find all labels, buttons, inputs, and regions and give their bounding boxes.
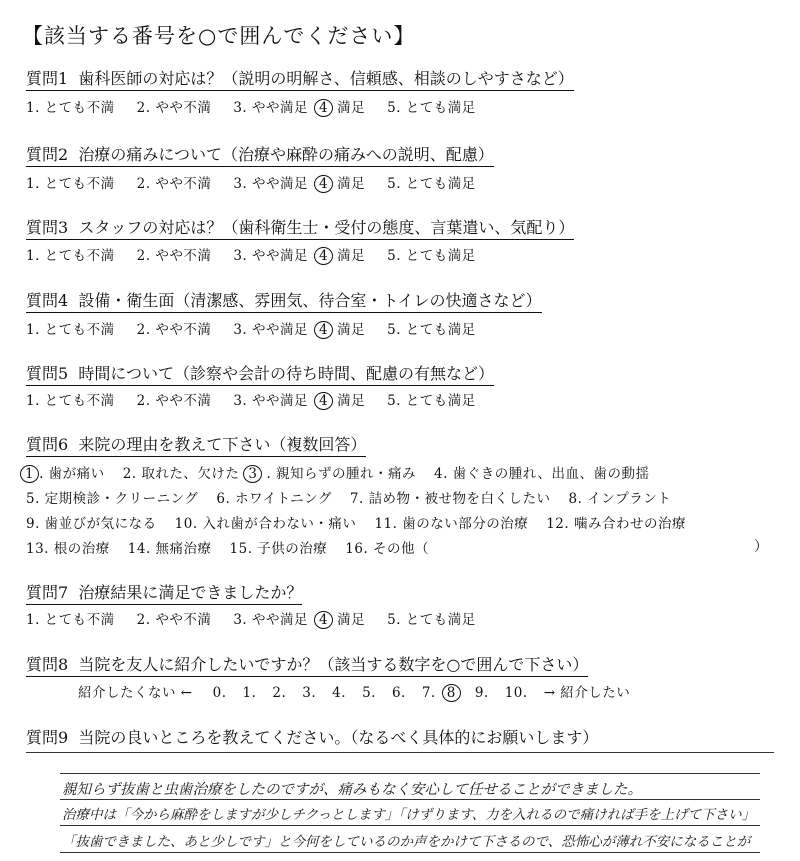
selected-option: 4 (314, 99, 333, 117)
question-text: 来院の理由を教えて下さい（複数回答） (78, 435, 367, 454)
question-label: 質問7 (26, 583, 69, 602)
question-label: 質問3 (26, 218, 69, 237)
handwritten-answer-line: 「抜歯できました、あと少しです」と今何をしているのか声をかけて下さるので、恐怖心が薄れ不安になることが (62, 834, 751, 850)
question-9 (26, 725, 598, 748)
question-label: 質問2 (26, 145, 69, 164)
page-title: 【該当する番号を○で囲んでください】 (22, 24, 416, 48)
question-8 (26, 652, 588, 677)
question-text: 歯科医師の対応は？（説明の明解さ、信頼感、相談のしやすさなど） (78, 69, 574, 88)
selected-option: 3 (243, 465, 262, 483)
handwritten-answer-line: 親知らず抜歯と虫歯治療をしたのですが、痛みもなく安心して任せることができました。 (62, 782, 642, 798)
selected-option: 4 (314, 247, 333, 265)
question-6-row-4[interactable]: 13. 根の治療 14. 無痛治療 15. 子供の治療 16. その他（ (26, 541, 430, 557)
answer-rule (60, 799, 760, 800)
selected-option: 4 (314, 321, 333, 339)
question-7 (26, 580, 302, 605)
answer-rule (60, 773, 760, 774)
question-5-options[interactable]: 1. とても不満 2. やや不満 3. やや満足 4 満足 5. とても満足 (26, 393, 476, 409)
question-text: 時間について（診察や会計の待ち時間、配慮の有無など） (78, 364, 495, 383)
question-3-options[interactable]: 1. とても不満 2. やや不満 3. やや満足 4 満足 5. とても満足 (26, 248, 476, 264)
answer-rule (60, 852, 760, 853)
question-label: 質問6 (26, 435, 69, 454)
other-close-paren: ） (754, 539, 768, 555)
question-label: 質問1 (26, 69, 69, 88)
question-label: 質問9 (26, 728, 69, 747)
selected-option: 4 (314, 611, 333, 629)
question-2-options[interactable]: 1. とても不満 2. やや不満 3. やや満足 4 満足 5. とても満足 (26, 176, 476, 192)
question-text: 治療結果に満足できましたか？ (78, 583, 303, 602)
question-label: 質問4 (26, 291, 69, 310)
question-6 (26, 432, 366, 457)
question-5 (26, 361, 494, 386)
question-text: 設備・衛生面（清潔感、雰囲気、待合室・トイレの快適さなど） (78, 291, 542, 310)
selected-option: 4 (314, 175, 333, 193)
question-label: 質問8 (26, 655, 69, 674)
question-1 (26, 66, 574, 91)
question-text: 当院を友人に紹介したいですか？（該当する数字を○で囲んで下さい） (78, 655, 589, 674)
question-1-options[interactable]: 1. とても不満 2. やや不満 3. やや満足 4 満足 5. とても満足 (26, 100, 476, 116)
question-text: 当院の良いところを教えてください。（なるべく具体的にお願いします） (78, 728, 599, 747)
question-4-options[interactable]: 1. とても不満 2. やや不満 3. やや満足 4 満足 5. とても満足 (26, 322, 476, 338)
selected-option: 8 (442, 684, 461, 702)
question-text: 治療の痛みについて（治療や麻酔の痛みへの説明、配慮） (78, 145, 494, 164)
question-4 (26, 288, 542, 313)
question-text: スタッフの対応は？（歯科衛生士・受付の態度、言葉遣い、気配り） (78, 218, 575, 237)
handwritten-answer-line: 治療中は「今から麻酔をしますが少しチクっとします」「けずります、力を入れるので痛ければ手を上げて下さい」 (62, 807, 756, 823)
selected-option: 1 (20, 465, 39, 483)
answer-rule (60, 825, 760, 826)
question-6-row-3[interactable]: 9. 歯並びが気になる 10. 入れ歯が合わない・痛い 11. 歯のない部分の治療 12. 噛み合わせの治療 (26, 516, 686, 532)
answer-rule (26, 752, 774, 753)
question-8-scale[interactable]: 紹介したくない ← 0. 1. 2. 3. 4. 5. 6. 7. 8 9. 10. → 紹介したい (78, 685, 631, 701)
question-3 (26, 215, 574, 240)
question-label: 質問5 (26, 364, 69, 383)
question-6-row-1[interactable]: 1 . 歯が痛い 2. 取れた、欠けた 3 . 親知らずの腫れ・痛み 4. 歯ぐきの腫れ、出血、歯の動揺 (20, 462, 668, 482)
question-7-options[interactable]: 1. とても不満 2. やや不満 3. やや満足 4 満足 5. とても満足 (26, 612, 476, 628)
question-6-row-2[interactable]: 5. 定期検診・クリーニング 6. ホワイトニング 7. 詰め物・被せ物を白くしたい 8. インプラント (26, 491, 672, 507)
selected-option: 4 (314, 392, 333, 410)
question-2 (26, 142, 494, 167)
